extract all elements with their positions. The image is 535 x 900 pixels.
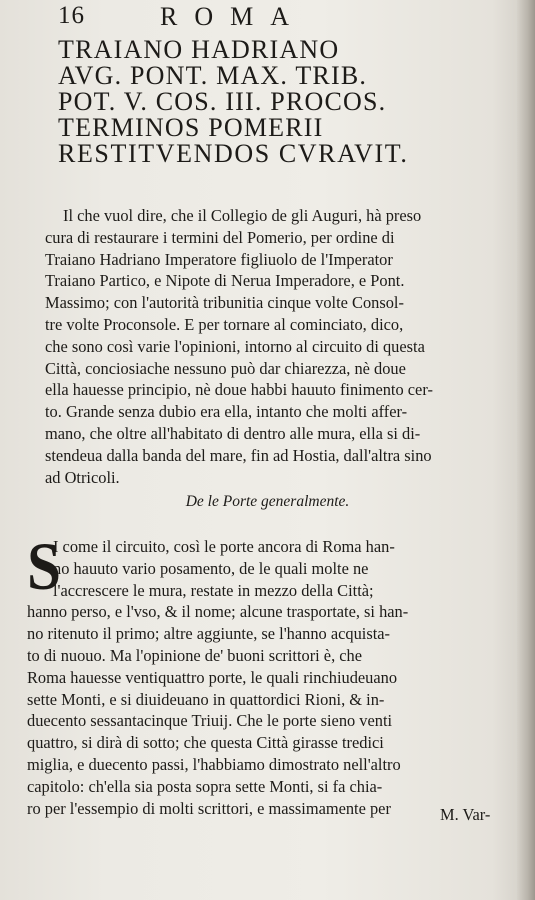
- text-line: quattro, si dirà di sotto; che questa Città girasse tredici: [27, 733, 384, 753]
- text-line: to. Grande senza dubio era ella, intanto che molti affer-: [45, 402, 408, 422]
- text-line: Massimo; con l'autorità tribunitia cinque volte Consol-: [45, 293, 404, 313]
- section-heading: De le Porte generalmente.: [185, 493, 350, 510]
- latin-inscription: [58, 37, 478, 167]
- inscription-line: RESTITVENDOS CVRAVIT.: [58, 139, 409, 168]
- drop-cap: S: [27, 528, 62, 604]
- text-line: ad Otricoli.: [45, 467, 120, 487]
- inscription-line: TRAIANO HADRIANO: [58, 35, 340, 64]
- text-line: Il che vuol dire, che il Collegio de gli Auguri, hà preso: [63, 206, 422, 225]
- text-line: mano, che oltre all'habitato di dentro alle mura, ella si di-: [45, 423, 421, 443]
- text-line: cura di restaurare i termini del Pomerio, per ordine di: [45, 227, 395, 247]
- text-line: capitolo: ch'ella sia posta sopra sette Monti, si fa chia-: [27, 776, 383, 796]
- text-line: che sono così varie l'opinioni, intorno al circuito di questa: [45, 336, 425, 356]
- paragraph-body: [45, 205, 520, 488]
- text-line: Città, conciosiache nessuno può dar chiarezza, nè doue: [45, 358, 406, 378]
- inscription-line: TERMINOS POMERII: [58, 113, 324, 142]
- text-line: tre volte Proconsole. E per tornare al cominciato, dico,: [45, 314, 404, 334]
- text-line: ella hauesse principio, nè doue habbi hauuto finimento cer-: [45, 380, 433, 400]
- text-line: to di nuouo. Ma l'opinione de' buoni scrittori è, che: [27, 645, 363, 665]
- text-line: no hauuto vario posamento, de le quali molte ne: [53, 558, 369, 578]
- text-line: stendeua dalla banda del mare, fin ad Hostia, dall'altra sino: [45, 445, 432, 465]
- section-body: [27, 528, 522, 819]
- text-line: hanno perso, e l'vso, & il nome; alcune trasportate, si han-: [27, 602, 409, 622]
- catchword: M. Var-: [440, 805, 491, 824]
- text-line: Traiano Partico, e Nipote di Nerua Imperadore, e Pont.: [45, 271, 405, 291]
- running-title: ROMA: [160, 2, 307, 31]
- text-line: Roma hauesse ventiquattro porte, le quali rinchiudeuano: [27, 667, 398, 687]
- text-line: I come il circuito, così le porte ancora di Roma han-: [53, 537, 395, 556]
- text-line: sette Monti, e si diuideuano in quattordici Rioni, & in-: [27, 689, 385, 709]
- text-line: duecento sessantacinque Triuij. Che le porte sieno venti: [27, 711, 393, 731]
- inscription-line: AVG. PONT. MAX. TRIB.: [58, 61, 368, 90]
- text-line: no ritenuto il primo; altre aggiunte, se l'hanno acquista-: [27, 624, 390, 644]
- text-line: l'accrescere le mura, restate in mezzo della Città;: [53, 580, 374, 600]
- text-line: ro per l'essempio di molti scrittori, e massimamente per: [27, 798, 391, 818]
- text-line: miglia, e duecento passi, l'habbiamo dimostrato nell'altro: [27, 754, 401, 774]
- page-number: 16: [58, 2, 85, 29]
- inscription-line: POT. V. COS. III. PROCOS.: [58, 87, 387, 116]
- text-line: Traiano Hadriano Imperatore figliuolo de l'Imperator: [45, 249, 393, 269]
